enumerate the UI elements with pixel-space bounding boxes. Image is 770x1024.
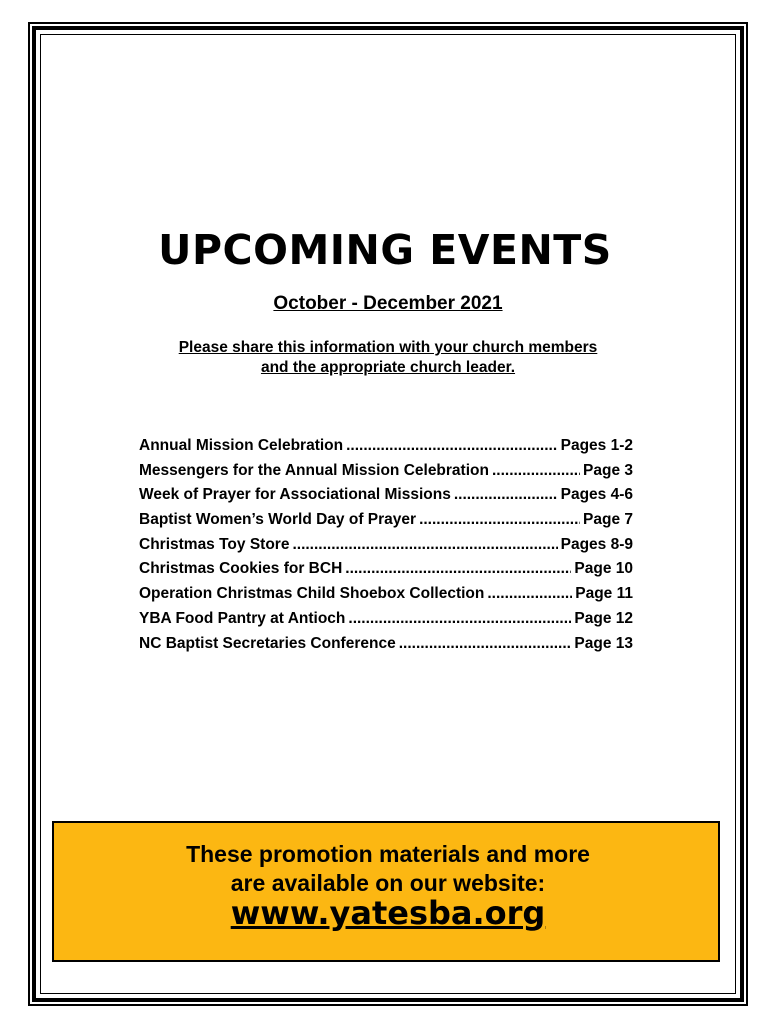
toc-leader-dots — [492, 459, 580, 484]
toc-item-label: Baptist Women’s World Day of Prayer — [139, 511, 417, 529]
promo-text-line-2: are available on our website: — [230, 870, 546, 896]
toc-item-page: Page 10 — [574, 560, 633, 578]
promo-text-line-1: These promotion materials and more — [186, 841, 590, 867]
toc-item-page: Page 11 — [575, 585, 633, 603]
toc-item-page: Page 7 — [583, 511, 633, 529]
toc-leader-dots — [487, 582, 572, 607]
toc-leader-dots — [345, 557, 571, 582]
toc-row — [139, 508, 633, 533]
toc-item-page: Pages 4-6 — [560, 486, 633, 504]
toc-item-label: Week of Prayer for Associational Missions — [139, 486, 451, 504]
toc-leader-dots — [399, 632, 572, 657]
toc-row — [139, 607, 633, 632]
toc-row — [139, 533, 633, 558]
toc-item-label: Christmas Toy Store — [139, 535, 290, 553]
toc-row — [139, 632, 633, 657]
toc-row — [139, 434, 633, 459]
toc-row — [139, 459, 633, 484]
toc-leader-dots — [346, 434, 558, 459]
date-range-subtitle: October - December 2021 — [273, 293, 503, 314]
toc-item-label: Messengers for the Annual Mission Celebration — [139, 461, 489, 479]
share-instructions — [0, 338, 770, 378]
toc-row — [139, 557, 633, 582]
toc-leader-dots — [454, 483, 558, 508]
toc-leader-dots — [419, 508, 580, 533]
toc-item-page: Page 12 — [574, 609, 633, 627]
share-line-2: and the appropriate church leader. — [260, 359, 516, 376]
toc-item-page: Pages 8-9 — [560, 535, 633, 553]
toc-leader-dots — [348, 607, 571, 632]
toc-item-label: Christmas Cookies for BCH — [139, 560, 343, 578]
toc-item-label: NC Baptist Secretaries Conference — [139, 634, 396, 652]
toc-item-label: Operation Christmas Child Shoebox Collection — [139, 585, 485, 603]
table-of-contents — [139, 434, 633, 656]
toc-leader-dots — [292, 533, 557, 558]
share-line-1: Please share this information with your church members — [178, 339, 598, 356]
toc-item-page: Pages 1-2 — [560, 437, 633, 454]
toc-item-page: Page 3 — [583, 461, 633, 479]
toc-item-page: Page 13 — [574, 634, 633, 652]
page-title: UPCOMING EVENTS — [158, 226, 612, 274]
website-link[interactable]: www.yatesba.org — [230, 894, 546, 932]
toc-row — [139, 582, 633, 607]
toc-item-label: YBA Food Pantry at Antioch — [139, 609, 346, 627]
toc-row — [139, 483, 633, 508]
toc-item-label: Annual Mission Celebration — [139, 437, 344, 454]
